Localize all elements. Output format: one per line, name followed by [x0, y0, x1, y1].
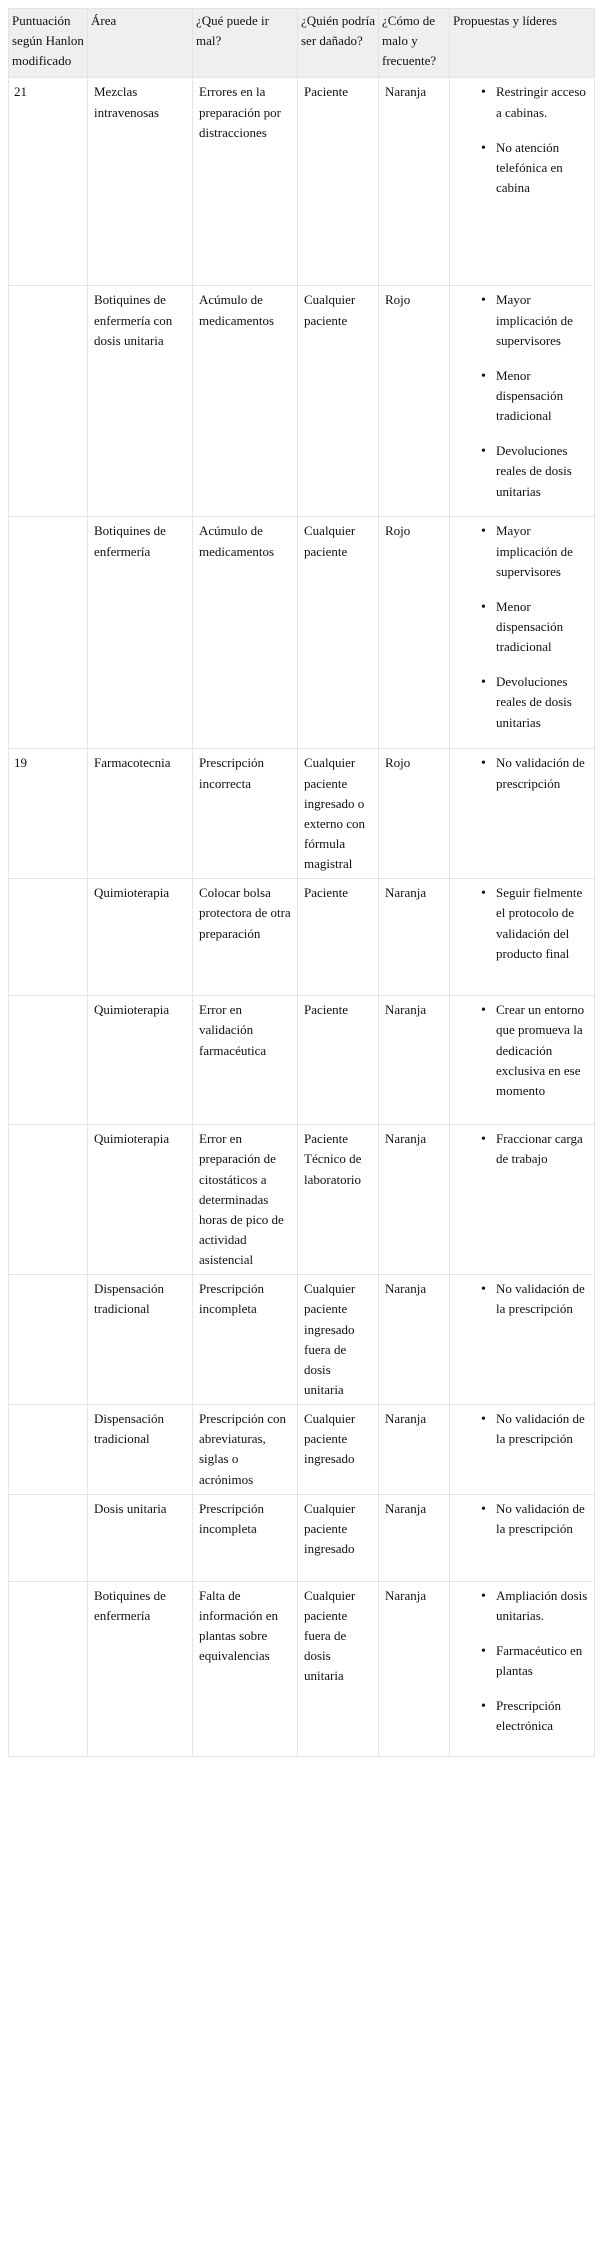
score-cell — [9, 286, 88, 517]
score-cell: 21 — [9, 78, 88, 286]
score-cell — [9, 1275, 88, 1405]
table-row — [9, 1581, 595, 1756]
who-cell: Paciente — [298, 879, 379, 996]
severity-cell: Naranja — [379, 1405, 450, 1495]
what-cell: Prescripción incompleta — [193, 1494, 298, 1581]
who-cell: Paciente — [298, 78, 379, 286]
bullet-icon: • — [481, 140, 486, 156]
area-cell: Quimioterapia — [88, 1125, 193, 1275]
proposal-text: Mayor implicación de supervisores — [496, 523, 573, 579]
list-item — [481, 1586, 589, 1626]
who-cell: Cualquier paciente ingresado o externo con fórmula magistral — [298, 749, 379, 879]
proposals-list — [456, 1279, 589, 1319]
proposals-list — [456, 82, 589, 198]
area-cell: Dosis unitaria — [88, 1494, 193, 1581]
severity-cell: Naranja — [379, 78, 450, 286]
area-cell: Botiquines de enfermería con dosis unitaria — [88, 286, 193, 517]
proposal-text: Crear un entorno que promueva la dedicación exclusiva en ese momento — [496, 1002, 585, 1098]
proposal-text: Prescripción electrónica — [496, 1698, 561, 1734]
proposal-text: Farmacéutico en plantas — [496, 1642, 583, 1679]
area-cell: Farmacotecnia — [88, 749, 193, 879]
proposal-text: No atención telefónica en cabina — [496, 139, 563, 195]
score-cell — [9, 1125, 88, 1275]
proposal-text: Menor dispensación tradicional — [496, 367, 564, 424]
table-row — [9, 749, 595, 879]
area-cell: Quimioterapia — [88, 879, 193, 996]
score-cell — [9, 1581, 88, 1756]
severity-cell: Rojo — [379, 286, 450, 517]
proposal-text: No validación de la prescripción — [496, 1500, 585, 1536]
proposals-cell — [450, 1275, 595, 1405]
severity-cell: Naranja — [379, 1125, 450, 1275]
bullet-icon: • — [481, 1003, 486, 1019]
what-cell: Falta de información en plantas sobre equivalencias — [193, 1581, 298, 1756]
header-score: Puntuación según Hanlon modificado — [9, 9, 88, 78]
bullet-icon: • — [481, 1132, 486, 1148]
table-body — [9, 78, 595, 1756]
severity-cell: Naranja — [379, 1581, 450, 1756]
list-item — [481, 521, 589, 581]
proposals-list — [456, 1586, 589, 1737]
area-cell: Botiquines de enfermería — [88, 517, 193, 749]
what-cell: Acúmulo de medicamentos — [193, 517, 298, 749]
severity-cell: Naranja — [379, 1275, 450, 1405]
what-cell: Error en validación farmacéutica — [193, 996, 298, 1125]
severity-cell: Rojo — [379, 749, 450, 879]
bullet-icon: • — [481, 368, 486, 384]
proposals-cell — [450, 749, 595, 879]
what-cell: Prescripción con abreviaturas, siglas o acrónimos — [193, 1405, 298, 1495]
what-cell: Colocar bolsa protectora de otra preparación — [193, 879, 298, 996]
bullet-icon: • — [481, 756, 486, 772]
score-cell: 19 — [9, 749, 88, 879]
severity-cell: Naranja — [379, 879, 450, 996]
proposals-cell — [450, 1405, 595, 1495]
who-cell: Cualquier paciente fuera de dosis unitaria — [298, 1581, 379, 1756]
list-item — [481, 1696, 589, 1736]
risk-table — [8, 8, 595, 1757]
table-row — [9, 1275, 595, 1405]
proposals-cell — [450, 879, 595, 996]
table-row — [9, 286, 595, 517]
header-row — [9, 9, 595, 78]
who-cell: Cualquier paciente — [298, 286, 379, 517]
score-cell — [9, 1405, 88, 1495]
proposal-text: Devoluciones reales de dosis unitarias — [496, 674, 572, 730]
list-item — [481, 82, 589, 122]
what-cell: Prescripción incompleta — [193, 1275, 298, 1405]
list-item — [481, 1499, 589, 1539]
what-cell: Prescripción incorrecta — [193, 749, 298, 879]
proposals-list — [456, 521, 589, 732]
list-item — [481, 290, 589, 350]
bullet-icon: • — [481, 293, 486, 309]
proposal-text: Mayor implicación de supervisores — [496, 292, 573, 348]
table-row — [9, 1125, 595, 1275]
proposals-list — [456, 1000, 589, 1101]
proposal-text: Devoluciones reales de dosis unitarias — [496, 443, 572, 499]
list-item — [481, 883, 589, 964]
severity-cell: Naranja — [379, 1494, 450, 1581]
table-row — [9, 78, 595, 286]
who-cell: Cualquier paciente ingresado — [298, 1494, 379, 1581]
proposal-text: No validación de la prescripción — [496, 1281, 585, 1317]
proposal-text: No validación de la prescripción — [496, 1411, 585, 1447]
bullet-icon: • — [481, 1643, 486, 1659]
proposals-list — [456, 753, 589, 793]
proposal-text: Fraccionar carga de trabajo — [496, 1131, 583, 1167]
who-cell: Paciente — [298, 996, 379, 1125]
bullet-icon: • — [481, 886, 486, 902]
area-cell: Quimioterapia — [88, 996, 193, 1125]
proposals-list — [456, 290, 589, 501]
header-who: ¿Quién podría ser dañado? — [298, 9, 379, 78]
proposal-text: No validación de prescripción — [496, 755, 585, 791]
list-item — [481, 441, 589, 501]
list-item — [481, 1641, 589, 1681]
severity-cell: Rojo — [379, 517, 450, 749]
bullet-icon: • — [481, 1282, 486, 1298]
table-row — [9, 517, 595, 749]
table-row — [9, 879, 595, 996]
header-severity: ¿Cómo de malo y frecuente? — [379, 9, 450, 78]
proposal-text: Seguir fielmente el protocolo de validación del producto final — [496, 885, 583, 961]
area-cell: Dispensación tradicional — [88, 1275, 193, 1405]
header-proposals: Propuestas y líderes — [450, 9, 595, 78]
list-item — [481, 597, 589, 657]
bullet-icon: • — [481, 1501, 486, 1517]
who-cell: Paciente Técnico de laboratorio — [298, 1125, 379, 1275]
proposals-list — [456, 1499, 589, 1539]
table-row — [9, 996, 595, 1125]
area-cell: Mezclas intravenosas — [88, 78, 193, 286]
proposals-cell — [450, 1494, 595, 1581]
list-item — [481, 366, 589, 426]
score-cell — [9, 517, 88, 749]
area-cell: Botiquines de enfermería — [88, 1581, 193, 1756]
list-item — [481, 138, 589, 198]
proposals-cell — [450, 517, 595, 749]
bullet-icon: • — [481, 444, 486, 460]
proposals-cell — [450, 78, 595, 286]
bullet-icon: • — [481, 85, 486, 101]
bullet-icon: • — [481, 1412, 486, 1428]
what-cell: Acúmulo de medicamentos — [193, 286, 298, 517]
header-area: Área — [88, 9, 193, 78]
proposals-cell — [450, 286, 595, 517]
table-row — [9, 1494, 595, 1581]
area-cell: Dispensación tradicional — [88, 1405, 193, 1495]
list-item — [481, 672, 589, 732]
proposals-list — [456, 883, 589, 964]
bullet-icon: • — [481, 524, 486, 540]
list-item — [481, 1279, 589, 1319]
table-row — [9, 1405, 595, 1495]
what-cell: Errores en la preparación por distracciones — [193, 78, 298, 286]
bullet-icon: • — [481, 1588, 486, 1604]
proposals-cell — [450, 996, 595, 1125]
proposals-list — [456, 1409, 589, 1449]
bullet-icon: • — [481, 599, 486, 615]
list-item — [481, 753, 589, 793]
list-item — [481, 1000, 589, 1101]
proposal-text: Menor dispensación tradicional — [496, 598, 564, 655]
who-cell: Cualquier paciente — [298, 517, 379, 749]
score-cell — [9, 996, 88, 1125]
bullet-icon: • — [481, 1699, 486, 1715]
what-cell: Error en preparación de citostáticos a determinadas horas de pico de actividad asistencial — [193, 1125, 298, 1275]
who-cell: Cualquier paciente ingresado fuera de dosis unitaria — [298, 1275, 379, 1405]
score-cell — [9, 879, 88, 996]
list-item — [481, 1409, 589, 1449]
header-what: ¿Qué puede ir mal? — [193, 9, 298, 78]
bullet-icon: • — [481, 675, 486, 691]
proposals-list — [456, 1129, 589, 1169]
proposal-text: Restringir acceso a cabinas. — [496, 84, 586, 120]
list-item — [481, 1129, 589, 1169]
score-cell — [9, 1494, 88, 1581]
severity-cell: Naranja — [379, 996, 450, 1125]
proposals-cell — [450, 1581, 595, 1756]
proposal-text: Ampliación dosis unitarias. — [496, 1587, 588, 1623]
proposals-cell — [450, 1125, 595, 1275]
who-cell: Cualquier paciente ingresado — [298, 1405, 379, 1495]
